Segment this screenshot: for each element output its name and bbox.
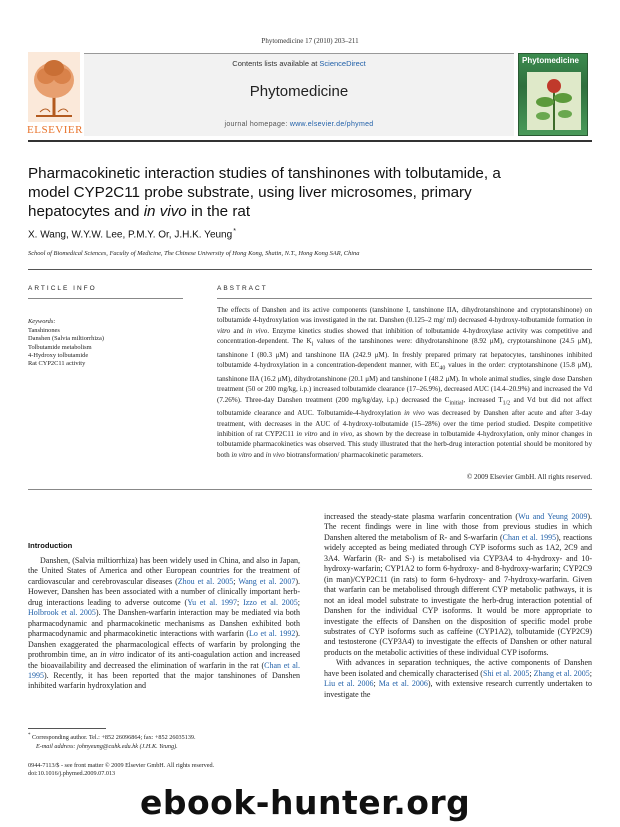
article-info-heading: ARTICLE INFO xyxy=(28,285,97,292)
citation-link[interactable]: Zhou et al. 2005 xyxy=(177,576,234,586)
introduction-heading: Introduction xyxy=(28,541,73,550)
abstract-line: and xyxy=(230,326,247,335)
watermark: ebook-hunter.org xyxy=(140,783,471,822)
corresponding-author-mark[interactable]: * xyxy=(233,228,236,235)
abstract-line: that inhibition of tolbutamide 4-hydroxylase activity was competitive and concentration-dependent. xyxy=(217,326,592,346)
abstract-line: was decreased xyxy=(424,409,471,418)
body-italic: in vitro xyxy=(100,650,125,660)
body-text: ; xyxy=(237,597,244,607)
abstract-line: but did not affect tolbutamide clearance and AUC. Tolbutamide-4-hydroxylation xyxy=(217,395,592,418)
issn-line: 0944-7113/$ - see front matter © 2009 Elsevier GmbH. All rights reserved. xyxy=(28,762,215,769)
abstract-line: and xyxy=(251,450,266,459)
body-text: ). However, Danshen has been associated with a number of clinically important herb-drug interactions leading to adverse outcome ( xyxy=(28,576,301,607)
abstract-line: and xyxy=(317,430,333,438)
affiliation-rule xyxy=(28,269,592,270)
abstract-line: and tanshinone I (48.2 μM). In whole animal studies, single dose Danshen treatment (50 or 200 mg/kg, xyxy=(217,374,592,394)
contents-line xyxy=(84,59,514,68)
article-title xyxy=(28,164,588,221)
homepage-prefix: journal homepage: xyxy=(224,121,290,128)
abstract-line: as shown by the decrease in tolbutamide 4-hydroxylation, only minor changes in tolbutamide xyxy=(217,430,592,449)
citation-link[interactable]: Zhang et al. 2005 xyxy=(533,668,590,678)
author-list xyxy=(28,228,588,240)
citation-link[interactable]: Wang et al. 2007 xyxy=(238,576,296,586)
abstract-line: i.p.) increased tolbutamide clearance (17–26.9%), decreased AUC (14.4–20.9%) and increased the Vd xyxy=(299,385,592,394)
citation-link[interactable]: Yu et al. 1997 xyxy=(187,597,238,607)
paragraph xyxy=(324,658,592,700)
article-info-rule xyxy=(28,298,183,299)
sciencedirect-link[interactable]: ScienceDirect xyxy=(319,59,366,68)
body-text: ). Recently, it has been reported that the major tanshinones of Danshen inhibited warfarin hydroxylation and xyxy=(28,670,300,691)
abstract-italic: in vitro xyxy=(231,450,252,459)
footnote-mark: * xyxy=(28,733,31,738)
elsevier-wordmark: ELSEVIER xyxy=(27,124,83,136)
doi-line[interactable]: doi:10.1016/j.phymed.2009.07.013 xyxy=(28,770,116,778)
paragraph-continued xyxy=(324,512,592,658)
abstract-rule xyxy=(217,298,592,299)
email-note: E-mail address: johnyeung@cuhk.edu.hk (J.H.K. Yeung). xyxy=(36,742,178,750)
body-text: ), reactions widely accepted as being mediated through CYP isoforms such as 1A2, 2C9 and 3A4. Warfarin (R- and S-) is metabolised via CYP3A4 to 4-hydroxy- and 10-hydroxy-warfarin; CYP1A2 to form 6-hydroxy- and 8-hydroxy-warfarin; CYP2C9 (in man)/CYP2C11 (in rats) to form 6-hydroxy- and 7-hydroxy-warfarin. Given that warfarin can be metabolised through different CYP metabolic pathways, it is not an ideal model substrate to investigate the herb-drug interaction potential of Danshen for the individual CYP isoforms. It would be more appropriate to investigate the effects of Danshen on the disposition of specific model probe substrates of CYP isoforms such as caffeine (CYP1A2), tolbutamide (CYP2C9) and testosterone (CYP3A4) to investigate the effects of Danshen or other natural products on the metabolic activities of these individual CYP isoforms. xyxy=(324,532,592,657)
keyword-item: Tanshinones xyxy=(28,327,60,334)
abstract-italic: in vitro xyxy=(217,316,592,335)
abstract-line: (15–28%) over the time period studied. Despite competitive inhibition of rat CYP2C11 xyxy=(217,419,592,438)
abstract-italic: in vivo xyxy=(404,409,425,418)
abstract-subscript: 40 xyxy=(439,365,446,372)
title-line-2: model CYP2C11 probe substrate, using liver microsomes, primary xyxy=(28,184,472,201)
body-text: ; xyxy=(373,679,379,689)
body-text: ). Danshen exaggerated the pharmacological effects of warfarin by prolonging the prothrombin time, an xyxy=(28,629,301,660)
abstract-italic: in vivo xyxy=(265,450,285,459)
body-text: ). The recent findings were in line with those from previous studies in which Danshen altered the metabolism of R- and S-warfarin ( xyxy=(324,512,592,542)
citation-link[interactable]: Chan et al. 1995 xyxy=(28,660,300,680)
journal-homepage-line xyxy=(84,121,514,128)
abstract-subscript: i xyxy=(311,341,314,348)
abstract-copyright: © 2009 Elsevier GmbH. All rights reserved. xyxy=(466,473,592,481)
header-rule xyxy=(28,140,592,142)
abstract-line: and Vd xyxy=(510,395,536,404)
abstract-line: The effects of Danshen and its active components (tanshinone I, tanshinone IIA, dihydrotanshinone and xyxy=(217,306,528,314)
body-text: ; xyxy=(297,597,301,607)
abstract-line: values in the order: cryptotanshinone (15.8 μM), tanshinone IIA (16.2 μM), dihydrotanshinone (20.1 μM) xyxy=(217,361,592,383)
citation-link[interactable]: Shi et al. 2005 xyxy=(482,668,530,678)
keyword-item: Danshen (Salvia miltiorrhiza) xyxy=(28,335,104,343)
cover-plant-image-icon xyxy=(527,72,581,130)
journal-homepage-link[interactable]: www.elsevier.de/phymed xyxy=(289,121,374,128)
contents-prefix: Contents lists available at xyxy=(232,59,320,68)
paragraph xyxy=(28,556,300,692)
abstract-line: , xyxy=(352,430,354,438)
cover-title: Phytomedicine xyxy=(522,56,579,65)
citation-link[interactable]: Liu et al. 2006 xyxy=(324,679,374,689)
body-text: ; xyxy=(529,668,534,678)
abstract-line: values of the tanshinones were: dihydrotanshinone (8.92 μM), cryptotanshinone (24.5 μM), xyxy=(313,337,593,346)
abstract-italic: in vitro xyxy=(296,430,318,438)
abstract-line: (7.26%). Three-day Danshen treatment (200 mg/kg/day, i.p.) decreased the C xyxy=(217,395,450,404)
body-text: ; xyxy=(589,668,592,678)
citation-link[interactable]: Wu and Yeung 2009 xyxy=(518,512,588,521)
footnote xyxy=(28,732,318,751)
keywords-list xyxy=(28,327,183,368)
running-head: Phytomedicine 17 (2010) 203–211 xyxy=(261,37,359,45)
journal-title: Phytomedicine xyxy=(249,83,349,100)
body-text: Danshen, (Salvia miltiorrhiza) has been widely used in China, and also in Japan, the United States of America and other European countries for the treatment of cardiovascular and cerebrovascular diseases ( xyxy=(28,556,300,586)
keyword-item: 4-Hydroxy tolbutamide xyxy=(28,351,89,359)
corresponding-author-note xyxy=(28,732,318,743)
abstract-line: ml) decreased 4-hydroxy-tolbutamide formation xyxy=(446,316,587,325)
keyword-item: Tolbutamide metabolism xyxy=(28,343,92,351)
abstract-line: tanshinones inhibited tolbutamide 4-hydroxylation in a concentration-dependent manner, with EC xyxy=(217,350,592,370)
keywords-label: Keywords: xyxy=(28,318,56,325)
citation-link[interactable]: Chan et al. 1995 xyxy=(502,532,557,542)
abstract-line: pharmacokinetics was observed. This study illustrated that the herb-drug interaction potential should xyxy=(253,440,543,449)
body-right-column xyxy=(324,512,592,700)
title-line-3-end: in the rat xyxy=(186,203,251,220)
authors-names: X. Wang, W.Y.W. Lee, P.M.Y. Or, J.H.K. Yeung xyxy=(28,229,233,241)
abstract-line: cryptotanshinone) on tolbutamide 4-hydroxylation was investigated in the rat. Danshen (0.125–2 mg/ xyxy=(217,306,592,325)
body-text: ). The Danshen-warfarin interaction may be mediated via both pharmacodynamic and pharmacokinetic mechanisms as Danshen exhibited both pharmacodynamic and pharmacokinetic interactions with warfarin ( xyxy=(28,608,300,639)
title-line-3-start: hepatocytes and xyxy=(28,203,144,220)
abstract-heading: ABSTRACT xyxy=(217,285,268,292)
abstract-subscript: 1/2 xyxy=(502,399,511,406)
body-text: ), with extensive research currently undertaken to investigate the xyxy=(324,679,592,699)
abstract-bottom-rule xyxy=(28,489,592,490)
affiliation: School of Biomedical Sciences, Faculty of Medicine, The Chinese University of Hong Kong, Shatin, N.T., Hong Kong SAR, China xyxy=(28,250,360,257)
journal-cover-thumbnail xyxy=(518,53,588,136)
title-line-1: Pharmacokinetic interaction studies of tanshinones with tolbutamide, a xyxy=(28,165,501,182)
citation-link[interactable]: Izzo et al. 2005 xyxy=(243,597,298,607)
abstract-text xyxy=(217,305,592,460)
body-text: indicator of its anti-coagulation action and increased the bioavailability and decreased the elimination of warfarin in the rat ( xyxy=(28,650,301,670)
abstract-line: , increased T xyxy=(463,395,503,404)
abstract-subscript: initial xyxy=(449,399,464,406)
abstract-line: by Danshen after acute and after 3-day treatment, with decreases in the AUC of 4-hydroxy-tolbutamide xyxy=(217,409,592,428)
citation-link[interactable]: Lo et al. 1992 xyxy=(249,629,296,639)
body-text: increased the steady-state plasma warfarin concentration ( xyxy=(324,512,519,521)
keyword-item: Rat CYP2C11 activity xyxy=(28,360,86,368)
body-text: ; xyxy=(233,576,239,586)
title-in-vivo: in vivo xyxy=(143,203,187,220)
footnote-rule xyxy=(28,728,106,729)
body-text: With advances in separation techniques, the active components of Danshen have been isolated and chemically characterised ( xyxy=(324,658,592,678)
citation-link[interactable]: Ma et al. 2006 xyxy=(378,679,428,689)
title-line-3 xyxy=(28,202,588,221)
abstract-italic: in vivo xyxy=(332,430,353,438)
abstract-line: The K xyxy=(292,337,312,346)
abstract-line: tanshinone I (80.3 μM) and tanshinone IIA (242.9 μM). In freshly prepared primary rat hepatocytes, xyxy=(217,350,527,359)
abstract-italic: in vivo xyxy=(246,326,268,335)
abstract-line: biotransformation/ pharmacokinetic parameters. xyxy=(284,450,424,459)
abstract-line: . Enzyme kinetics studies showed xyxy=(267,326,369,335)
citation-link[interactable]: Holbrook et al. 2005 xyxy=(28,608,96,618)
front-matter-info xyxy=(28,762,318,778)
footnote-text: Corresponding author. Tel.: +852 26096864; fax: +852 26035139. xyxy=(30,734,196,742)
abstract-line: be monitored by both xyxy=(217,440,593,459)
body-left-column xyxy=(28,556,300,692)
